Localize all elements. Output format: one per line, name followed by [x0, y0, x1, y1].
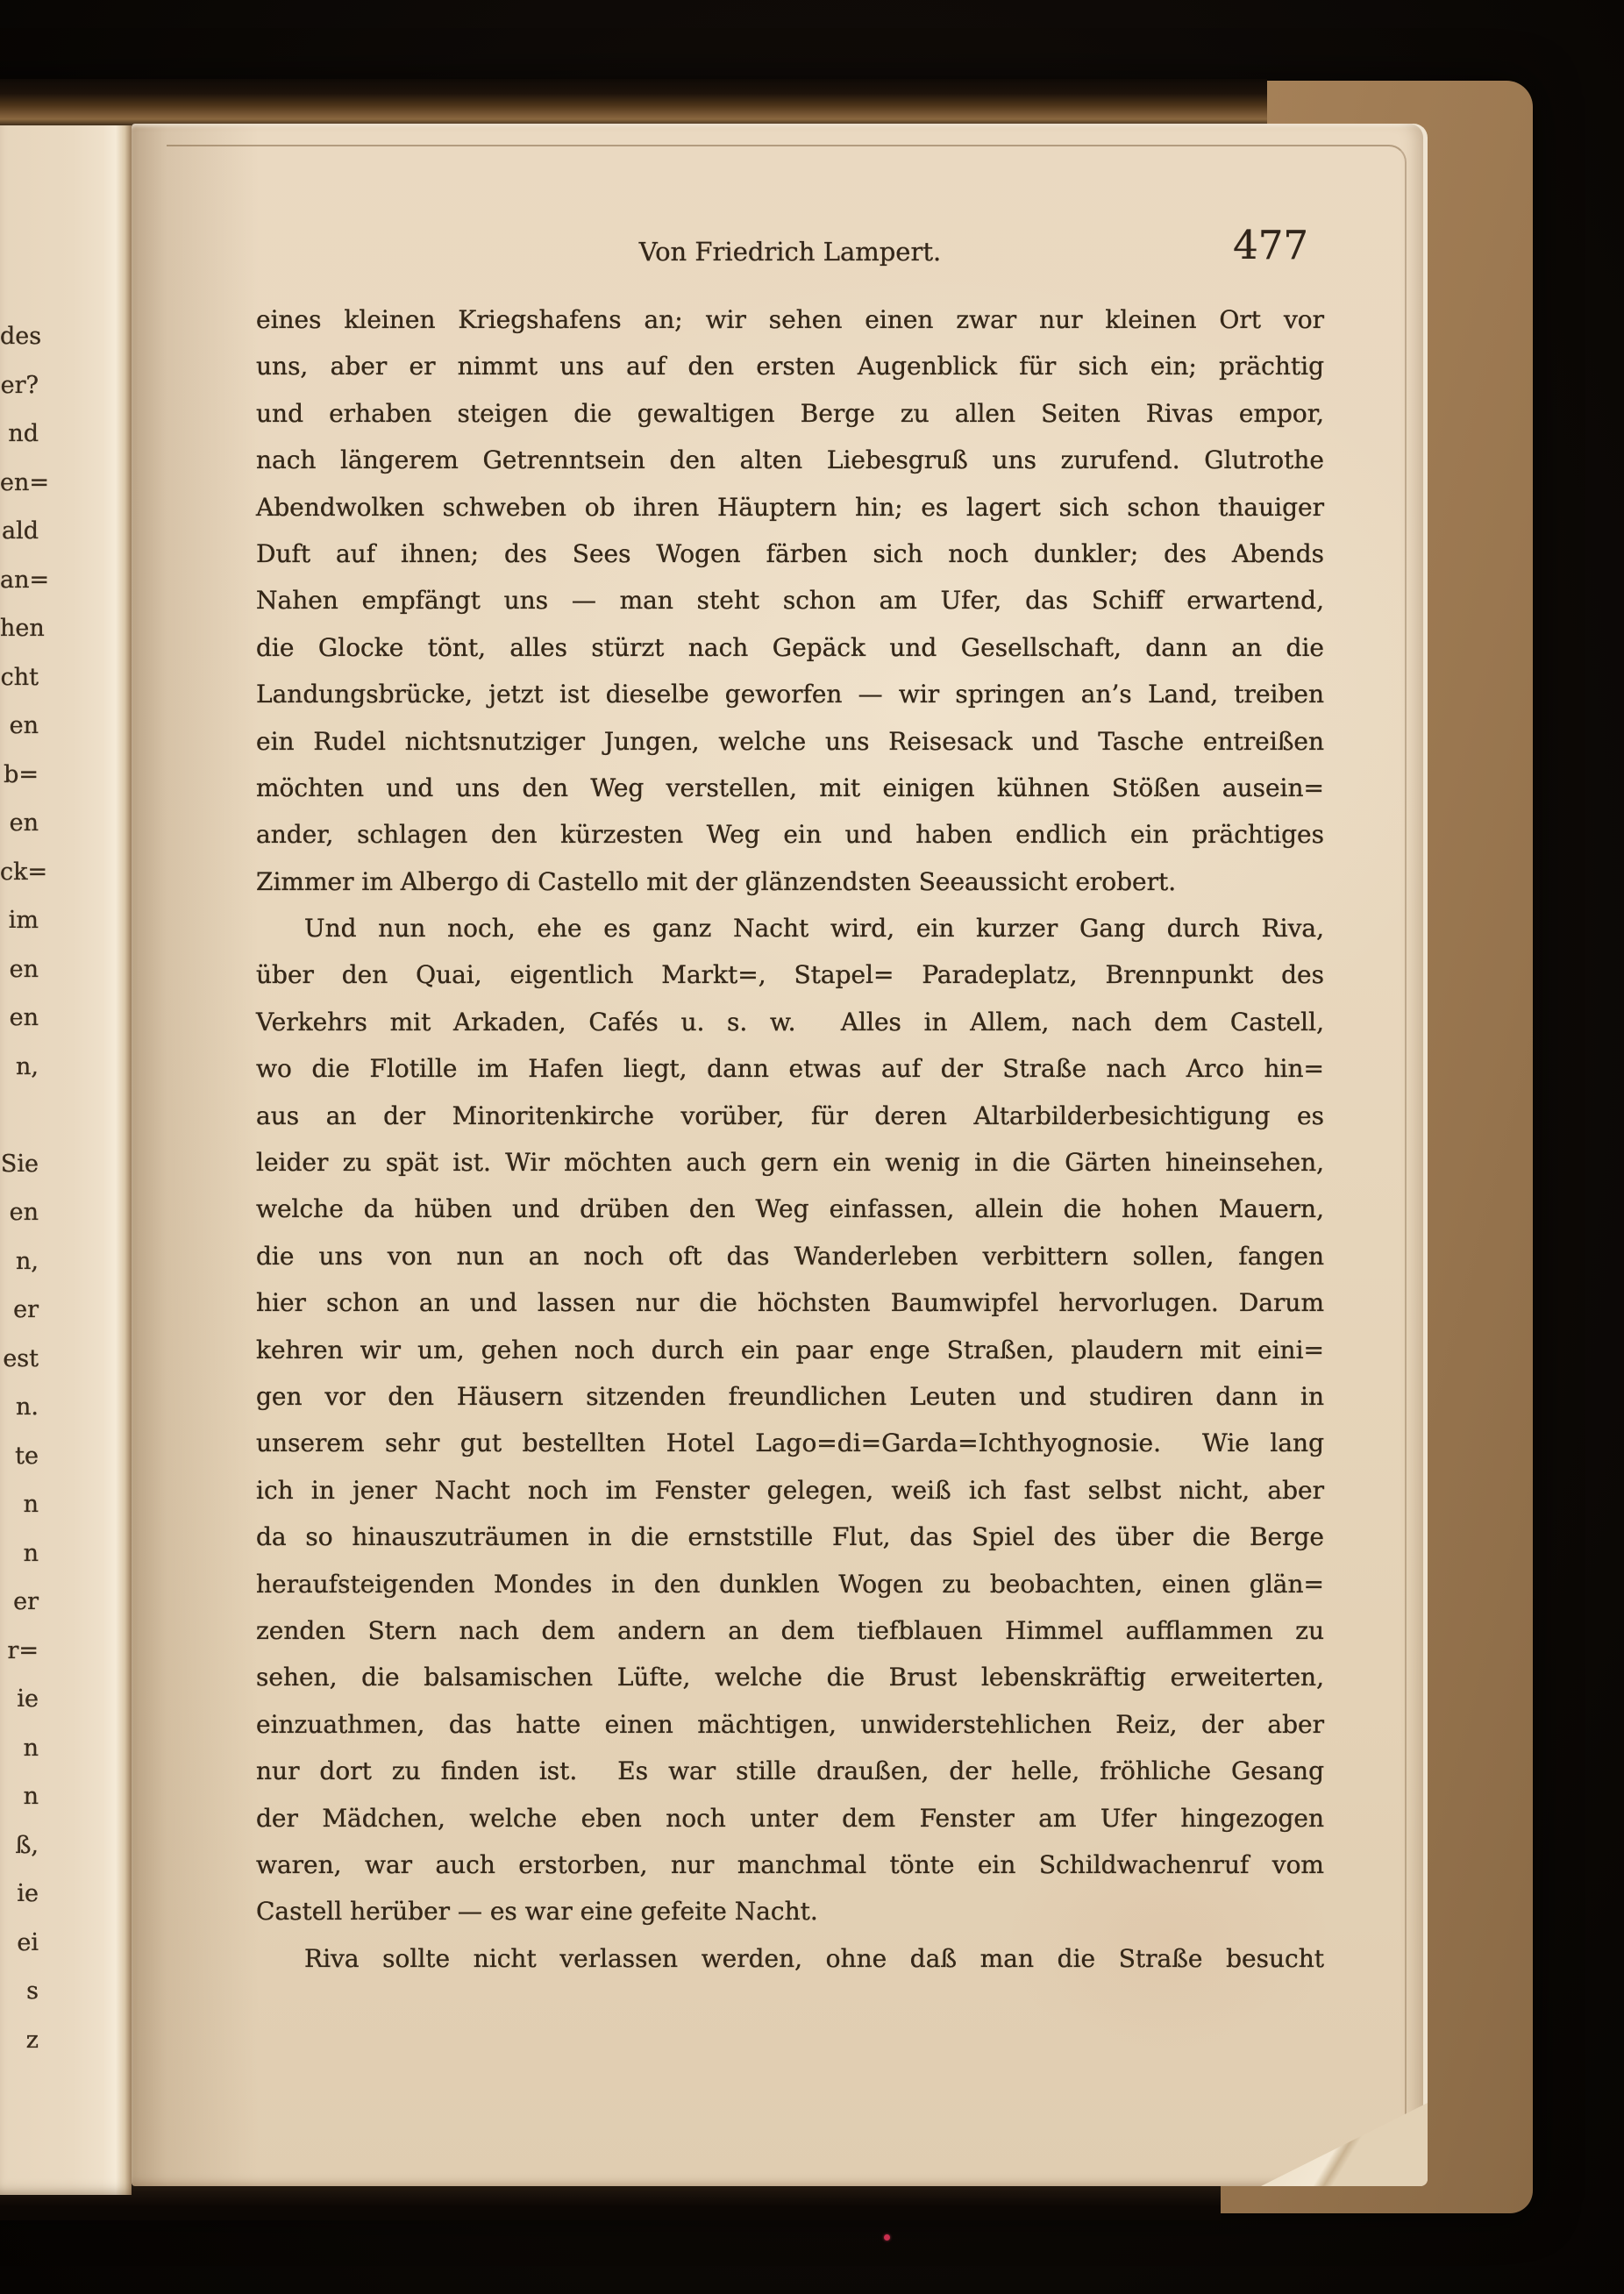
left-page-fragment: n.: [16, 1393, 39, 1421]
text-block: [256, 296, 1324, 1982]
left-page-fragment: n: [23, 1491, 39, 1518]
main-page: [132, 124, 1428, 2186]
left-page-fragment: n,: [16, 1247, 39, 1275]
left-page-fragment: n: [23, 1539, 39, 1567]
left-page-fragment: n: [23, 1734, 39, 1762]
left-page-fragment: en: [9, 712, 39, 739]
left-page-fragment: est: [3, 1344, 39, 1372]
left-page-fragment: an=: [0, 566, 50, 594]
text-line: Und nun noch, ehe es ganz Nacht wird, ein kurzer Gang durch Riva,: [304, 914, 1324, 944]
text-line: sehen, die balsamischen Lüfte, welche die Brust lebenskräftig erweiterten,: [256, 1663, 1324, 1692]
text-line: waren, war auch erstorben, nur manchmal tönte ein Schildwachenruf vom: [256, 1849, 1324, 1879]
text-line: Nahen empfängt uns — man steht schon am Ufer, das Schiff erwartend,: [256, 586, 1324, 616]
text-line: uns, aber er nimmt uns auf den ersten Augenblick für sich ein; prächtig: [256, 352, 1324, 381]
book-top-edge: [0, 79, 1267, 130]
text-line: leider zu spät ist. Wir möchten auch gern ein wenig in die Gärten hineinsehen,: [256, 1148, 1324, 1178]
text-line: welche da hüben und drüben den Weg einfassen, allein die hohen Mauern,: [256, 1194, 1324, 1224]
text-line: Castell herüber — es war eine gefeite Nacht.: [256, 1897, 818, 1927]
left-page-fragment: ald: [1, 517, 39, 545]
left-page-fragment: im: [8, 907, 39, 934]
text-line: gen vor den Häusern sitzenden freundlichen Leuten und studiren dann in: [256, 1381, 1324, 1411]
text-line: über den Quai, eigentlich Markt=, Stapel= Paradeplatz, Brennpunkt des: [256, 960, 1324, 990]
text-line: Duft auf ihnen; des Sees Wogen färben sich noch dunkler; des Abends: [256, 538, 1324, 568]
left-page-fragment: n: [23, 1783, 39, 1810]
text-line: der Mädchen, welche eben noch unter dem Fenster am Ufer hingezogen: [256, 1803, 1324, 1833]
left-page-fragment: b=: [4, 760, 39, 788]
left-page-fragment: ck=: [0, 858, 48, 886]
text-line: möchten und uns den Weg verstellen, mit einigen kühnen Stößen ausein=: [256, 773, 1324, 802]
text-line: die Glocke tönt, alles stürzt nach Gepäck und Gesellschaft, dann an die: [256, 632, 1324, 662]
left-page-fragment: z: [25, 2026, 39, 2054]
left-page-fragment: en=: [0, 468, 49, 496]
running-header-author: Von Friedrich Lampert.: [638, 237, 942, 267]
left-page-fragment: des: [0, 323, 42, 350]
left-page-fragment: er: [13, 1296, 39, 1323]
left-page-fragment: en: [9, 955, 39, 983]
left-page-fragment: s: [26, 1977, 39, 2005]
left-page-fragment: ie: [17, 1685, 39, 1713]
text-line: Verkehrs mit Arkaden, Cafés u. s. w. Alles in Allem, nach dem Castell,: [256, 1007, 1324, 1037]
red-dot-artifact: [884, 2234, 890, 2241]
left-page-fragment: cht: [0, 663, 39, 691]
left-page-fragment: r=: [7, 1636, 39, 1664]
left-page-fragment: en: [9, 1004, 39, 1031]
text-line: ich in jener Nacht noch im Fenster gelegen, weiß ich fast selbst nicht, aber: [256, 1475, 1324, 1505]
text-line: unserem sehr gut bestellten Hotel Lago=di=Garda=Ichthyognosie. Wie lang: [256, 1428, 1324, 1458]
text-line: nach längerem Getrenntsein den alten Liebesgruß uns zurufend. Glutrothe: [256, 445, 1324, 475]
text-line: einzuathmen, das hatte einen mächtigen, unwiderstehlichen Reiz, der aber: [256, 1709, 1324, 1739]
left-page-fragment: n,: [16, 1052, 39, 1080]
left-page: [0, 125, 132, 2195]
text-line: aus an der Minoritenkirche vorüber, für deren Altarbilderbesichtigung es: [256, 1101, 1324, 1130]
left-page-fragment: er?: [0, 371, 39, 399]
page-number: 477: [1233, 222, 1308, 268]
left-page-fragment: en: [9, 809, 39, 837]
text-line: ander, schlagen den kürzesten Weg ein und haben endlich ein prächtiges: [256, 820, 1324, 850]
left-page-fragment: ei: [17, 1928, 39, 1956]
text-line: Landungsbrücke, jetzt ist dieselbe geworfen — wir springen an’s Land, treiben: [256, 680, 1324, 709]
left-page-fragment: nd: [8, 420, 39, 447]
text-line: Zimmer im Albergo di Castello mit der glänzendsten Seeaussicht erobert.: [256, 866, 1177, 896]
text-line: und erhaben steigen die gewaltigen Berge zu allen Seiten Rivas empor,: [256, 398, 1324, 428]
left-page-fragment: te: [15, 1442, 39, 1470]
left-page-fragment: en: [9, 1199, 39, 1226]
text-line: die uns von nun an noch oft das Wanderleben verbittern sollen, fangen: [256, 1241, 1324, 1271]
text-line: ein Rudel nichtsnutziger Jungen, welche uns Reisesack und Tasche entreißen: [256, 726, 1324, 756]
text-line: zenden Stern nach dem andern an dem tiefblauen Himmel aufflammen zu: [256, 1615, 1324, 1645]
text-line: da so hinauszuträumen in die ernststille Flut, das Spiel des über die Berge: [256, 1522, 1324, 1552]
text-line: Riva sollte nicht verlassen werden, ohne daß man die Straße besucht: [304, 1943, 1324, 1973]
text-line: kehren wir um, gehen noch durch ein paar enge Straßen, plaudern mit eini=: [256, 1335, 1324, 1364]
left-page-fragment: Sie: [0, 1150, 39, 1178]
text-line: hier schon an und lassen nur die höchsten Baumwipfel hervorlugen. Darum: [256, 1288, 1324, 1318]
left-page-fragment: hen: [0, 615, 45, 642]
left-page-fragment: ie: [17, 1880, 39, 1907]
left-page-fragment: ß,: [15, 1831, 39, 1859]
text-line: eines kleinen Kriegshafens an; wir sehen einen zwar nur kleinen Ort vor: [256, 305, 1324, 334]
text-line: Abendwolken schweben ob ihren Häuptern hin; es lagert sich schon thauiger: [256, 492, 1324, 522]
left-page-fragment: er: [13, 1588, 39, 1615]
text-line: wo die Flotille im Hafen liegt, dann etwas auf der Straße nach Arco hin=: [256, 1054, 1324, 1084]
text-line: heraufsteigenden Mondes in den dunklen Wogen zu beobachten, einen glän=: [256, 1569, 1324, 1599]
text-line: nur dort zu finden ist. Es war stille draußen, der helle, fröhliche Gesang: [256, 1756, 1324, 1786]
